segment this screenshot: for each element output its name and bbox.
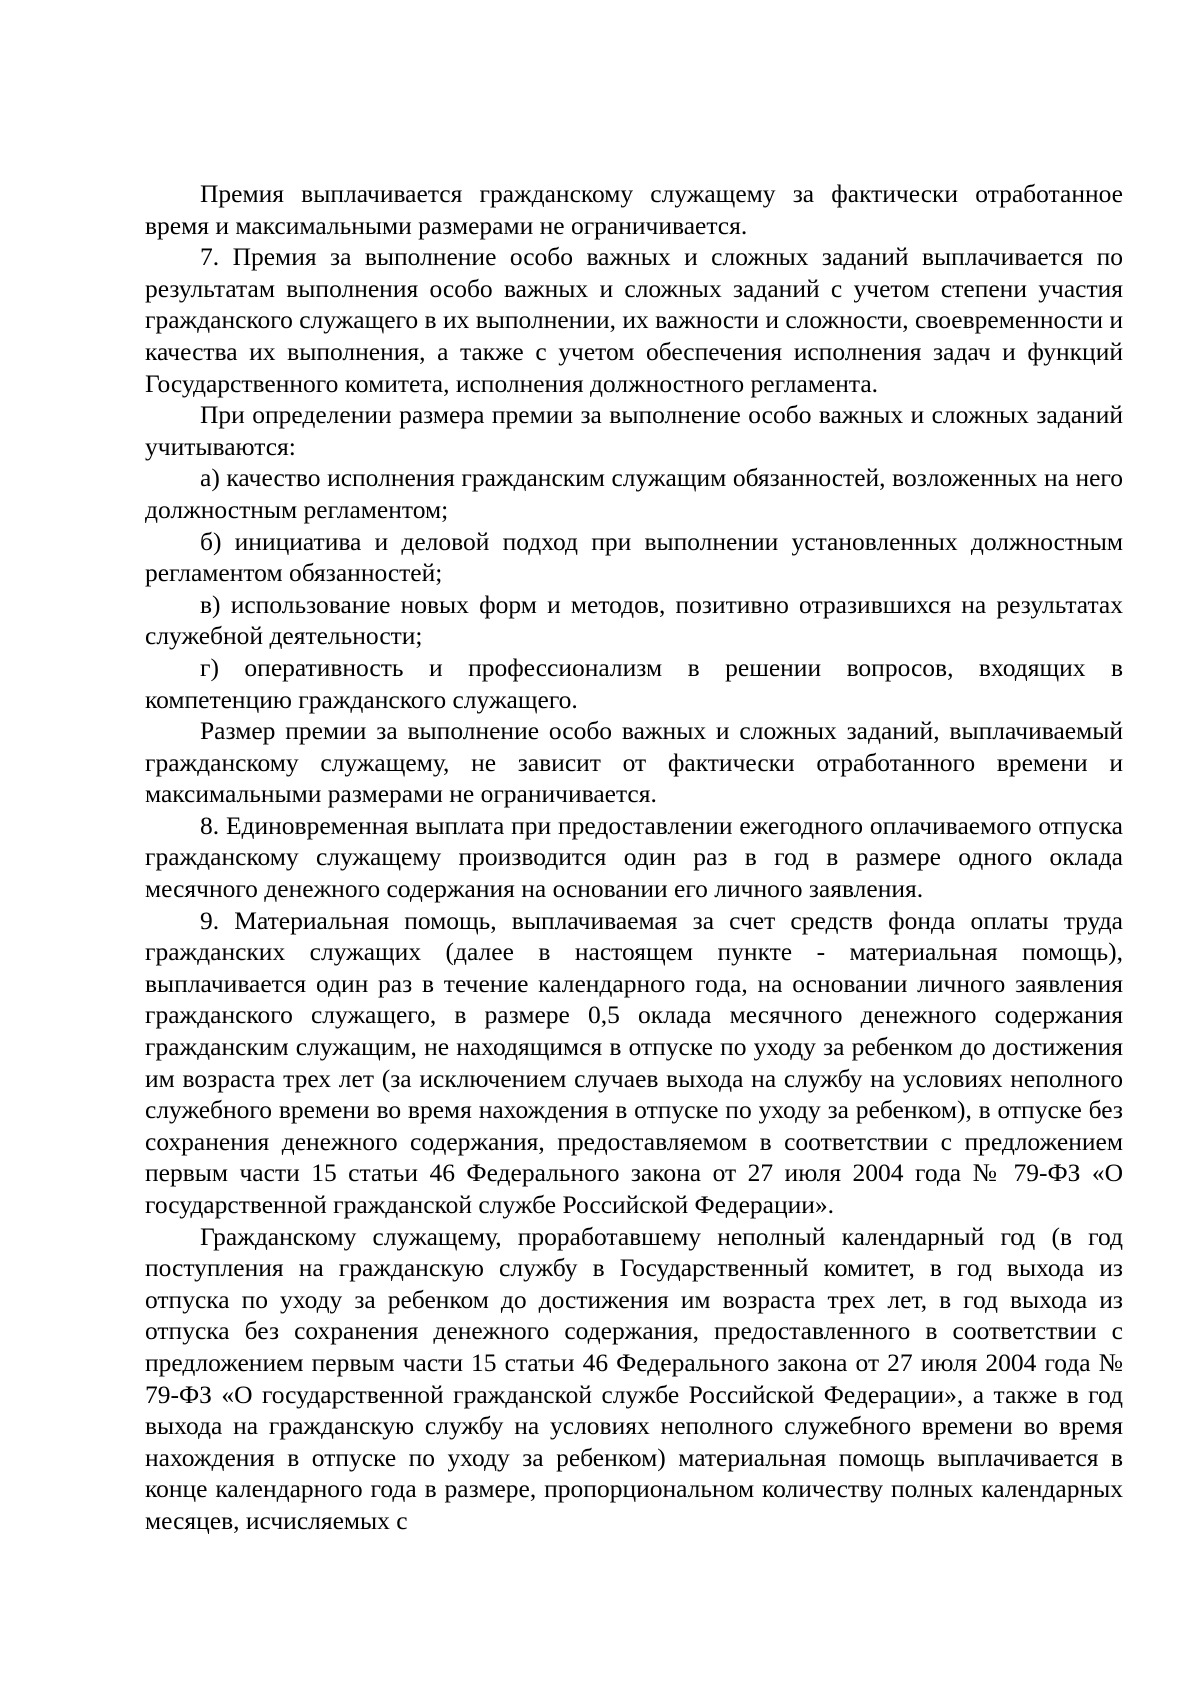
paragraph-criterion-v: в) использование новых форм и методов, позитивно отразившихся на результатах служебной деятельности; (145, 589, 1123, 651)
paragraph-criterion-g: г) оперативность и профессионализм в решении вопросов, входящих в компетенцию гражданского служащего. (145, 652, 1123, 714)
paragraph-item-8: 8. Единовременная выплата при предоставлении ежегодного оплачиваемого отпуска гражданскому служащему производится один раз в год в размере одного оклада месячного денежного содержания на основании его личного заявления. (145, 810, 1123, 904)
paragraph-bonus-size: Размер премии за выполнение особо важных и сложных заданий, выплачиваемый гражданскому служащему, не зависит от фактически отработанного времени и максимальными размерами не ограничивается. (145, 716, 1123, 809)
paragraph-criterion-a: а) качество исполнения гражданским служащим обязанностей, возложенных на него должностным регламентом; (145, 463, 1123, 524)
paragraph-item-7: 7. Премия за выполнение особо важных и сложных заданий выплачивается по результатам выполнения особо важных и сложных заданий с учетом степени участия гражданского служащего в их выполнении, их важности и сложности, своевременности и качества их выполнения, а также с учетом обеспечения исполнения задач и функций Государственного комитета, исполнения должностного регламента. (145, 242, 1123, 398)
paragraph-item-9: 9. Материальная помощь, выплачиваемая за счет средств фонда оплаты труда гражданских служащих (далее в настоящем пункте - материальная помощь), выплачивается один раз в течение календарного года, на основании личного заявления гражданского служащего, в размере 0,5 оклада месячного денежного содержания гражданским служащим, не находящимся в отпуске по уходу за ребенком до достижения им возраста трех лет (за исключением случаев выхода на службу на условиях неполного служебного времени во время нахождения в отпуске по уходу за ребенком), в отпуске без сохранения денежного содержания, предоставляемом в соответствии с предложением первым части 15 статьи 46 Федерального закона от 27 июля 2004 года № 79-ФЗ «О государственной гражданской службе Российской Федерации». (145, 905, 1123, 1219)
document-body (145, 178, 1123, 1537)
paragraph-partial-year: Гражданскому служащему, проработавшему неполный календарный год (в год поступления на гражданскую службу в Государственный комитет, в год выхода из отпуска по уходу за ребенком до достижения им возраста трех лет, в год выхода из отпуска без сохранения денежного содержания, предоставленного в соответствии с предложением первым части 15 статьи 46 Федерального закона от 27 июля 2004 года № 79-ФЗ «О государственной гражданской службе Российской Федерации», а также в год выхода на гражданскую службу на условиях неполного служебного времени во время нахождения в отпуске по уходу за ребенком) материальная помощь выплачивается в конце календарного года в размере, пропорциональном количеству полных календарных месяцев, исчисляемых с (145, 1221, 1123, 1535)
paragraph-criteria-intro: При определении размера премии за выполнение особо важных и сложных заданий учитываются: (145, 400, 1123, 461)
paragraph-criterion-b: б) инициатива и деловой подход при выполнении установленных должностным регламентом обязанностей; (145, 526, 1123, 588)
paragraph-bonus-actual-time: Премия выплачивается гражданскому служащему за фактически отработанное время и максимальными размерами не ограничивается. (145, 179, 1123, 240)
